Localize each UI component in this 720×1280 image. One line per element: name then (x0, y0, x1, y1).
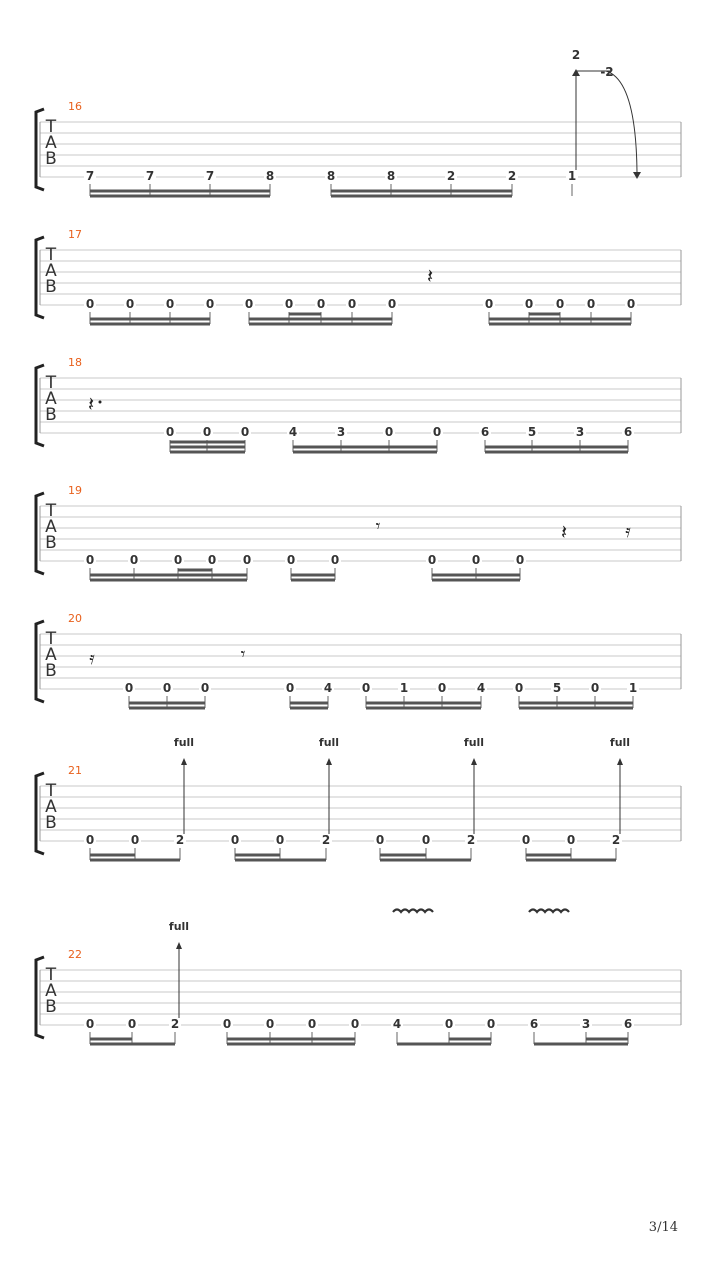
fret-number: 4 (323, 681, 333, 695)
fret-number: 0 (514, 681, 524, 695)
fret-number: 3 (575, 425, 585, 439)
fret-number: 0 (286, 553, 296, 567)
fret-number: 0 (285, 681, 295, 695)
fret-number: 7 (85, 169, 95, 183)
fret-number: 1 (399, 681, 409, 695)
tab-clef-letter: T (45, 245, 57, 265)
fret-number: 0 (316, 297, 326, 311)
bend-arrowhead (181, 758, 187, 765)
measure-number: 22 (68, 948, 82, 961)
tab-clef-letter: A (45, 133, 57, 153)
measure-number: 19 (68, 484, 82, 497)
measure-number: 18 (68, 356, 82, 369)
bend-arrowhead (572, 69, 580, 76)
tab-clef-letter: B (45, 277, 57, 297)
fret-number: 0 (427, 553, 437, 567)
fret-number: 0 (265, 1017, 275, 1031)
fret-number: 0 (471, 553, 481, 567)
fret-number: 8 (326, 169, 336, 183)
fret-number: 0 (384, 425, 394, 439)
tab-clef-letter: A (45, 797, 57, 817)
page-number: 3/14 (648, 1220, 678, 1235)
fret-number: 0 (626, 297, 636, 311)
bend-label-full: full (173, 736, 195, 749)
fret-number: 0 (361, 681, 371, 695)
fret-number: 2 (611, 833, 621, 847)
measure-number: 21 (68, 764, 82, 777)
sixteenth-rest: 𝄿 (625, 521, 631, 542)
fret-number: 0 (127, 1017, 137, 1031)
tab-clef-letter: T (45, 965, 57, 985)
fret-number: 6 (623, 1017, 633, 1031)
fret-number: 0 (200, 681, 210, 695)
fret-number: 0 (230, 833, 240, 847)
fret-number: 0 (387, 297, 397, 311)
tab-clef-letter: T (45, 629, 57, 649)
fret-number: 0 (162, 681, 172, 695)
fret-number: 2 (507, 169, 517, 183)
tab-clef-letter: A (45, 645, 57, 665)
fret-number: 3 (581, 1017, 591, 1031)
tab-system-19 (36, 484, 681, 580)
fret-number: 0 (240, 425, 250, 439)
vibrato-mark (393, 910, 433, 913)
fret-number: 8 (386, 169, 396, 183)
fret-number: 0 (375, 833, 385, 847)
fret-number: 0 (347, 297, 357, 311)
bend-label-full: full (463, 736, 485, 749)
dotted-quarter-rest: 𝄽 (87, 392, 95, 416)
fret-number: 0 (421, 833, 431, 847)
fret-number: 4 (476, 681, 486, 695)
rest-dot (99, 401, 102, 404)
tab-clef-letter: A (45, 389, 57, 409)
measure-number: 20 (68, 612, 82, 625)
quarter-rest: 𝄽 (426, 264, 434, 288)
fret-number: 0 (284, 297, 294, 311)
fret-number: 0 (129, 553, 139, 567)
fret-number: 4 (392, 1017, 402, 1031)
tab-clef-letter: A (45, 261, 57, 281)
bend-label-full: full (318, 736, 340, 749)
tab-clef-letter: T (45, 501, 57, 521)
fret-number: 0 (486, 1017, 496, 1031)
bend-label: 2 (571, 48, 581, 62)
fret-number: 0 (437, 681, 447, 695)
tab-system-16 (36, 100, 681, 196)
tab-system-22 (36, 948, 681, 1044)
tab-system-21 (36, 764, 681, 860)
eighth-rest: 𝄾 (240, 644, 246, 665)
fret-number: 4 (288, 425, 298, 439)
fret-number: 0 (165, 297, 175, 311)
fret-number: 1 (628, 681, 638, 695)
tab-clef-letter: T (45, 781, 57, 801)
release-arrowhead (633, 172, 641, 179)
fret-number: 7 (205, 169, 215, 183)
fret-number: 2 (446, 169, 456, 183)
fret-number: 0 (165, 425, 175, 439)
tab-clef-letter: T (45, 117, 57, 137)
fret-number: 1 (567, 169, 577, 183)
vibrato-mark (529, 910, 569, 913)
tab-clef-letter: A (45, 981, 57, 1001)
fret-number: 0 (85, 553, 95, 567)
fret-number: 5 (527, 425, 537, 439)
tab-clef-letter: B (45, 997, 57, 1017)
tab-clef-letter: A (45, 517, 57, 537)
fret-number: 0 (222, 1017, 232, 1031)
fret-number: 0 (330, 553, 340, 567)
bend-arrowhead (617, 758, 623, 765)
fret-number: 0 (85, 297, 95, 311)
bend-arrowhead (471, 758, 477, 765)
fret-number: 2 (170, 1017, 180, 1031)
fret-number: 0 (125, 297, 135, 311)
tab-system-17 (36, 228, 681, 324)
bend-arrowhead (326, 758, 332, 765)
fret-number: 0 (555, 297, 565, 311)
tab-clef-letter: T (45, 373, 57, 393)
fret-number: 0 (444, 1017, 454, 1031)
fret-number: 0 (130, 833, 140, 847)
measure-number: 16 (68, 100, 82, 113)
tab-clef-letter: B (45, 533, 57, 553)
fret-number: 0 (515, 553, 525, 567)
fret-number: 2 (175, 833, 185, 847)
fret-number: 0 (590, 681, 600, 695)
fret-number: 6 (480, 425, 490, 439)
sixteenth-rest: 𝄿 (89, 648, 95, 669)
tab-clef-letter: B (45, 813, 57, 833)
fret-number: 6 (623, 425, 633, 439)
fret-number: 0 (173, 553, 183, 567)
bend-label-full: full (609, 736, 631, 749)
tab-system-20 (36, 612, 681, 708)
tab-clef-letter: B (45, 149, 57, 169)
fret-number: 2 (466, 833, 476, 847)
tab-system-18 (36, 356, 681, 452)
fret-number: 0 (586, 297, 596, 311)
fret-number: 0 (124, 681, 134, 695)
fret-number: 6 (529, 1017, 539, 1031)
fret-number: 7 (145, 169, 155, 183)
fret-number: 0 (350, 1017, 360, 1031)
fret-number: 3 (336, 425, 346, 439)
fret-number: 0 (85, 1017, 95, 1031)
bend-arrowhead (176, 942, 182, 949)
fret-number: 0 (202, 425, 212, 439)
bend-label-full: full (168, 920, 190, 933)
fret-number: 5 (552, 681, 562, 695)
fret-number: 0 (307, 1017, 317, 1031)
fret-number: 0 (566, 833, 576, 847)
eighth-rest: 𝄾 (375, 516, 381, 537)
measure-number: 17 (68, 228, 82, 241)
tab-clef-letter: B (45, 661, 57, 681)
release-label: -2 (600, 65, 614, 79)
fret-number: 0 (242, 553, 252, 567)
fret-number: 0 (432, 425, 442, 439)
fret-number: 0 (85, 833, 95, 847)
fret-number: 0 (244, 297, 254, 311)
fret-number: 0 (484, 297, 494, 311)
fret-number: 0 (207, 553, 217, 567)
fret-number: 0 (275, 833, 285, 847)
fret-number: 0 (205, 297, 215, 311)
fret-number: 8 (265, 169, 275, 183)
quarter-rest: 𝄽 (560, 520, 568, 544)
tab-clef-letter: B (45, 405, 57, 425)
fret-number: 0 (524, 297, 534, 311)
fret-number: 2 (321, 833, 331, 847)
fret-number: 0 (521, 833, 531, 847)
